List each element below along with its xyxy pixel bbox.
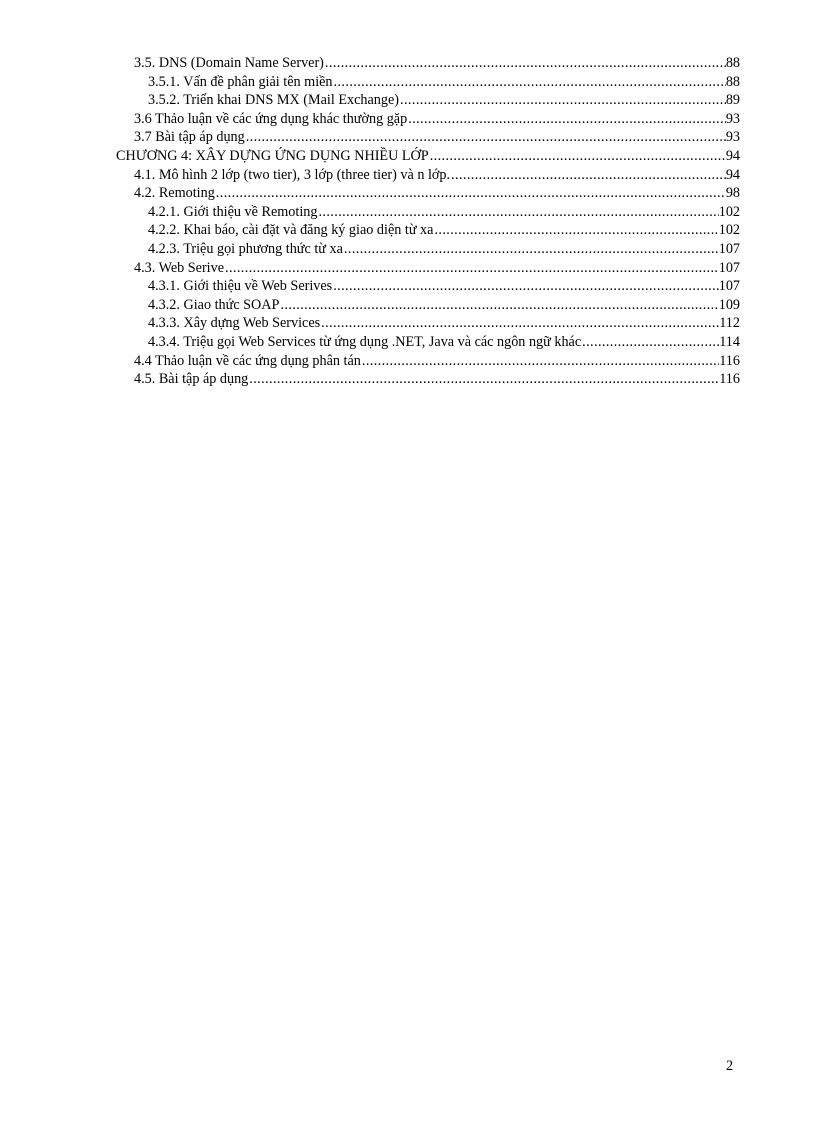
toc-entry-page: 94 xyxy=(725,147,740,164)
toc-leader-dots xyxy=(430,147,726,166)
toc-entry[interactable] xyxy=(116,370,740,389)
toc-leader-dots xyxy=(321,314,719,333)
table-of-contents xyxy=(116,54,740,389)
toc-entry-page: 102 xyxy=(718,203,740,220)
toc-leader-dots xyxy=(280,296,718,315)
toc-entry-page: 93 xyxy=(725,110,740,127)
toc-entry-page: 94 xyxy=(725,166,740,183)
toc-leader-dots xyxy=(408,110,726,129)
toc-entry[interactable] xyxy=(116,333,740,352)
toc-entry-page: 107 xyxy=(718,278,740,295)
toc-entry-title: 3.5.1. Vấn đề phân giải tên miền xyxy=(148,73,333,90)
toc-entry[interactable] xyxy=(116,128,740,147)
toc-entry[interactable] xyxy=(116,296,740,315)
toc-entry[interactable] xyxy=(116,184,740,203)
toc-leader-dots xyxy=(246,128,726,147)
toc-leader-dots xyxy=(333,277,719,296)
toc-chapter-entry[interactable] xyxy=(116,147,740,166)
toc-entry-page: 116 xyxy=(719,371,740,388)
toc-entry-page: 88 xyxy=(725,73,740,90)
toc-entry[interactable] xyxy=(116,54,740,73)
toc-entry-page: 98 xyxy=(725,185,740,202)
toc-entry-title: 4.3.1. Giới thiệu về Web Serives xyxy=(148,278,333,295)
toc-entry-page: 102 xyxy=(718,222,740,239)
toc-entry-title: 4.5. Bài tập áp dụng xyxy=(134,371,249,388)
toc-entry-page: 88 xyxy=(725,55,740,71)
toc-entry-page: 89 xyxy=(725,92,740,109)
toc-leader-dots xyxy=(318,203,718,222)
toc-entry-page: 109 xyxy=(718,296,740,313)
toc-entry-title: 4.1. Mô hình 2 lớp (two tier), 3 lớp (three tier) và n lớp. xyxy=(134,166,451,183)
page-number: 2 xyxy=(726,1058,734,1074)
toc-entry-title: 3.6 Thảo luận về các ứng dụng khác thường gặp xyxy=(134,110,408,127)
toc-leader-dots xyxy=(334,73,726,92)
toc-entry[interactable] xyxy=(116,259,740,278)
toc-entry-page: 116 xyxy=(719,352,740,369)
toc-leader-dots xyxy=(434,221,718,240)
toc-entry-title: 3.5.2. Triển khai DNS MX (Mail Exchange) xyxy=(148,92,400,109)
toc-entry[interactable] xyxy=(116,314,740,333)
toc-entry[interactable] xyxy=(116,240,740,259)
toc-entry-page: 107 xyxy=(718,240,740,257)
toc-leader-dots xyxy=(325,54,726,73)
toc-entry[interactable] xyxy=(116,203,740,222)
toc-entry[interactable] xyxy=(116,352,740,371)
toc-leader-dots xyxy=(249,370,719,389)
toc-entry-title: 4.2.3. Triệu gọi phương thức từ xa xyxy=(148,240,343,257)
toc-entry-title: 4.4 Thảo luận về các ứng dụng phân tán xyxy=(134,352,361,369)
toc-entry[interactable] xyxy=(116,166,740,185)
toc-entry-title: CHƯƠNG 4: XÂY DỰNG ỨNG DỤNG NHIỀU LỚP xyxy=(116,147,429,164)
toc-entry[interactable] xyxy=(116,91,740,110)
toc-entry-title: 4.3.2. Giao thức SOAP xyxy=(148,296,280,313)
toc-entry-title: 3.5. DNS (Domain Name Server) xyxy=(134,55,324,71)
toc-entry-page: 114 xyxy=(719,333,740,350)
toc-entry-page: 112 xyxy=(719,315,740,332)
toc-entry-title: 4.2.2. Khai báo, cài đặt và đăng ký giao diện từ xa xyxy=(148,222,434,239)
toc-leader-dots xyxy=(225,259,719,278)
toc-leader-dots xyxy=(216,184,726,203)
toc-leader-dots xyxy=(451,166,726,185)
toc-entry-title: 3.7 Bài tập áp dụng xyxy=(134,129,245,146)
toc-leader-dots xyxy=(344,240,719,259)
toc-entry-title: 4.3.3. Xây dựng Web Services xyxy=(148,315,321,332)
toc-entry-title: 4.3. Web Serive xyxy=(134,259,225,276)
toc-entry-title: 4.2.1. Giới thiệu về Remoting xyxy=(148,203,318,220)
toc-entry[interactable] xyxy=(116,73,740,92)
toc-entry[interactable] xyxy=(116,277,740,296)
toc-entry[interactable] xyxy=(116,110,740,129)
toc-entry-page: 93 xyxy=(725,129,740,146)
toc-leader-dots xyxy=(582,333,719,352)
toc-leader-dots xyxy=(362,352,719,371)
toc-entry-title: 4.3.4. Triệu gọi Web Services từ ứng dụng .NET, Java và các ngôn ngữ khác xyxy=(148,333,582,350)
toc-entry[interactable] xyxy=(116,221,740,240)
toc-entry-title: 4.2. Remoting xyxy=(134,185,215,202)
toc-leader-dots xyxy=(400,91,726,110)
toc-entry-page: 107 xyxy=(718,259,740,276)
